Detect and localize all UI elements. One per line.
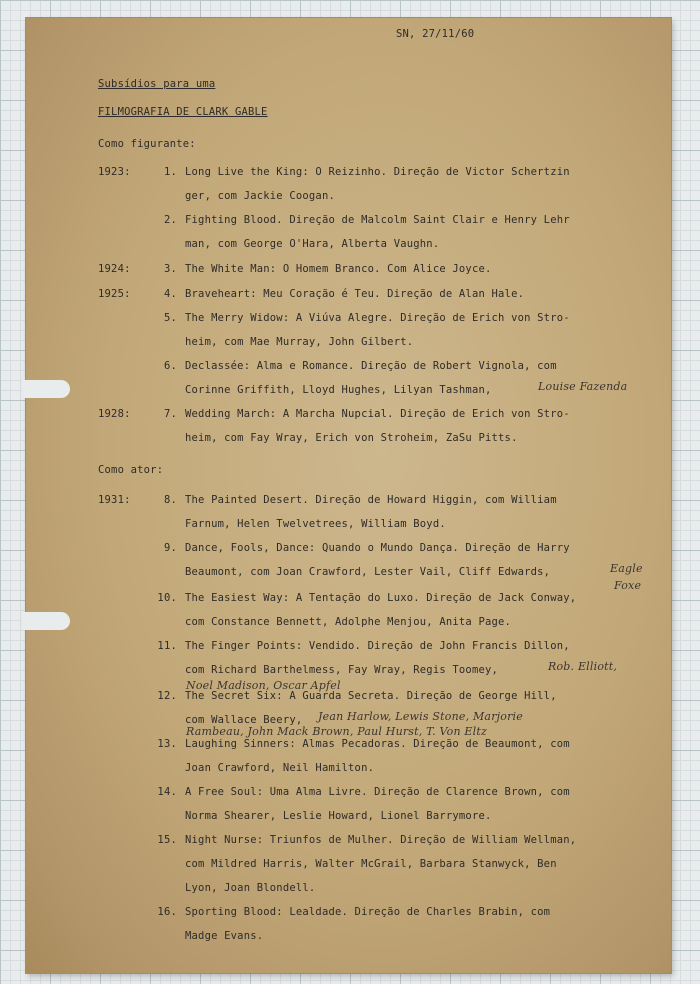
section-figurante: Como figurante:	[98, 138, 196, 150]
handwritten-note: Louise Fazenda	[538, 380, 628, 393]
page-title: FILMOGRAFIA DE CLARK GABLE	[98, 106, 268, 118]
entry-number: 14.	[157, 786, 177, 798]
entry-line: The Finger Points: Vendido. Direção de John Francis Dillon,	[185, 640, 570, 652]
entry-year: 1925:	[98, 288, 131, 300]
entry-year: 1931:	[98, 494, 131, 506]
handwritten-note: Foxe	[614, 579, 642, 592]
entry-line: Norma Shearer, Leslie Howard, Lionel Barrymore.	[185, 810, 492, 822]
entry-line: Laughing Sinners: Almas Pecadoras. Direção de Beaumont, com	[185, 738, 570, 750]
entry-number: 2.	[163, 214, 177, 226]
entry-line: com Wallace Beery,	[185, 714, 303, 726]
entry-number: 12.	[157, 690, 177, 702]
entry-line: Corinne Griffith, Lloyd Hughes, Lilyan Tashman,	[185, 384, 492, 396]
entry-number: 6.	[163, 360, 177, 372]
entry-line: com Constance Bennett, Adolphe Menjou, Anita Page.	[185, 616, 512, 628]
entry-line: man, com George O'Hara, Alberta Vaughn.	[185, 238, 440, 250]
entry-number: 10.	[157, 592, 177, 604]
entry-number: 13.	[157, 738, 177, 750]
entry-number: 1.	[163, 166, 177, 178]
entry-number: 7.	[163, 408, 177, 420]
entry-line: com Richard Barthelmess, Fay Wray, Regis Toomey,	[185, 664, 499, 676]
entry-line: Lyon, Joan Blondell.	[185, 882, 316, 894]
entry-line: Declassée: Alma e Romance. Direção de Robert Vignola, com	[185, 360, 557, 372]
entry-line: heim, com Fay Wray, Erich von Stroheim, ZaSu Pitts.	[185, 432, 518, 444]
heading-line-1: Subsídios para uma	[98, 78, 216, 90]
entry-year: 1928:	[98, 408, 131, 420]
entry-line: Braveheart: Meu Coração é Teu. Direção de Alan Hale.	[185, 288, 525, 300]
entry-line: The White Man: O Homem Branco. Com Alice Joyce.	[185, 263, 492, 275]
entry-line: Fighting Blood. Direção de Malcolm Saint Clair e Henry Lehr	[185, 214, 570, 226]
entry-line: Farnum, Helen Twelvetrees, William Boyd.	[185, 518, 446, 530]
entry-line: com Mildred Harris, Walter McGrail, Barbara Stanwyck, Ben	[185, 858, 557, 870]
section-ator: Como ator:	[98, 464, 164, 476]
document-sheet	[26, 18, 671, 973]
entry-line: Beaumont, com Joan Crawford, Lester Vail, Cliff Edwards,	[185, 566, 551, 578]
typed-text	[26, 18, 671, 973]
date-stamp: SN, 27/11/60	[396, 28, 475, 40]
handwritten-note: Eagle	[610, 562, 643, 575]
entry-line: Joan Crawford, Neil Hamilton.	[185, 762, 375, 774]
entry-number: 3.	[163, 263, 177, 275]
handwritten-note: Rambeau, John Mack Brown, Paul Hurst, T. Von Eltz	[186, 725, 487, 738]
entry-line: The Secret Six: A Guarda Secreta. Direção de George Hill,	[185, 690, 557, 702]
entry-line: Long Live the King: O Reizinho. Direção de Victor Schertzin	[185, 166, 570, 178]
entry-line: Madge Evans.	[185, 930, 264, 942]
handwritten-note: Noel Madison, Oscar Apfel	[186, 679, 341, 692]
handwritten-note: Jean Harlow, Lewis Stone, Marjorie	[318, 710, 523, 723]
entry-number: 9.	[163, 542, 177, 554]
entry-line: The Easiest Way: A Tentação do Luxo. Direção de Jack Conway,	[185, 592, 577, 604]
entry-line: The Merry Widow: A Viúva Alegre. Direção de Erich von Stro-	[185, 312, 570, 324]
entry-number: 4.	[163, 288, 177, 300]
entry-number: 11.	[157, 640, 177, 652]
entry-line: Night Nurse: Triunfos de Mulher. Direção de William Wellman,	[185, 834, 577, 846]
entry-line: ger, com Jackie Coogan.	[185, 190, 335, 202]
entry-line: Wedding March: A Marcha Nupcial. Direção de Erich von Stro-	[185, 408, 570, 420]
handwritten-note: Rob. Elliott,	[548, 660, 618, 673]
entry-line: Dance, Fools, Dance: Quando o Mundo Dança. Direção de Harry	[185, 542, 570, 554]
entry-line: Sporting Blood: Lealdade. Direção de Charles Brabin, com	[185, 906, 551, 918]
entry-number: 5.	[163, 312, 177, 324]
entry-line: heim, com Mae Murray, John Gilbert.	[185, 336, 414, 348]
entry-number: 15.	[157, 834, 177, 846]
entry-number: 8.	[163, 494, 177, 506]
entry-line: A Free Soul: Uma Alma Livre. Direção de Clarence Brown, com	[185, 786, 570, 798]
entry-year: 1924:	[98, 263, 131, 275]
entry-line: The Painted Desert. Direção de Howard Higgin, com William	[185, 494, 557, 506]
entry-number: 16.	[157, 906, 177, 918]
entry-year: 1923:	[98, 166, 131, 178]
